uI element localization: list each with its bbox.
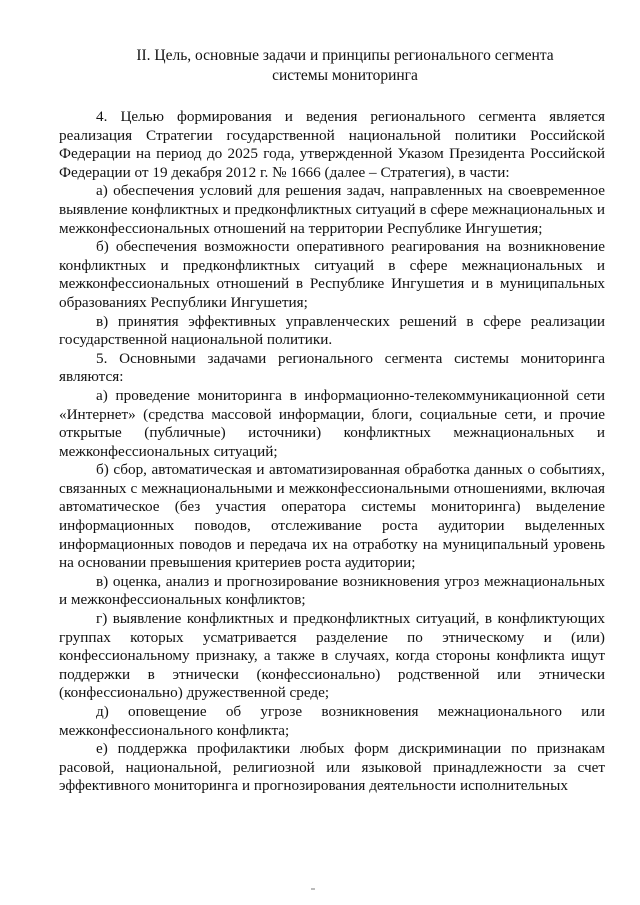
paragraph-5-a: а) проведение мониторинга в информационно-телекоммуникационной сети «Интернет» (средства массовой информации, блоги, социальные сети, и прочие открытые (публичные) источники) конфликтных межнациональных и межконфессиональных ситуаций;	[59, 386, 605, 460]
paragraph-4-b: б) обеспечения возможности оперативного реагирования на возникновение конфликтных и предконфликтных ситуаций в сфере межнациональных и межконфессиональных отношений в Республике Ингушетия и в муниципальных образованиях Республики Ингушетия;	[59, 238, 605, 311]
paragraph-4: 4. Целью формирования и ведения регионального сегмента является реализация Стратегии государственной национальной политики Российской Федерации на период до 2025 года, утвержденной Указом Президента Российской Федерации от 19 декабря 2012 г. № 1666 (далее – Стратегия), в части:	[59, 108, 605, 181]
paragraph-4-a: а) обеспечения условий для решения задач, направленных на своевременное выявление конфликтных и предконфликтных ситуаций в сфере межнациональных и межконфессиональных отношений на территории Республике Ингушетия;	[59, 182, 605, 237]
document-body	[59, 108, 605, 796]
paragraph-5-e: е) поддержка профилактики любых форм дискриминации по признакам расовой, национальной, религиозной или языковой принадлежности за счет эффективного мониторинга и прогнозирования деятельности исполнительных	[59, 740, 605, 795]
heading-line-1: II. Цель, основные задачи и принципы регионального сегмента	[136, 47, 554, 64]
paragraph-5: 5. Основными задачами регионального сегмента системы мониторинга являются:	[59, 349, 605, 386]
paragraph-5-d: д) оповещение об угрозе возникновения межнационального или межконфессионального конфликта;	[59, 703, 605, 739]
section-heading	[60, 46, 630, 86]
scan-mark	[311, 888, 315, 890]
heading-line-2: системы мониторинга	[272, 67, 418, 84]
paragraph-5-b: б) сбор, автоматическая и автоматизированная обработка данных о событиях, связанных с межнациональными и межконфессиональными отношениями, включая автоматическое (без участия оператора системы мониторинга) выделение информационных поводов, отслеживание роста аудитории выделенных информационных поводов и передача их на отработку на муниципальный уровень на основании превышения критериев роста аудитории;	[59, 461, 605, 572]
paragraph-5-v: в) оценка, анализ и прогнозирование возникновения угроз межнациональных и межконфессиональных конфликтов;	[59, 572, 605, 609]
paragraph-5-g: г) выявление конфликтных и предконфликтных ситуаций, в конфликтующих группах которых усматривается разделение по этническому и (или) конфессиональному признаку, а также в случаях, когда стороны конфликта ищут поддержки в этнически (конфессионально) родственной или этнически (конфессионально) дружественной среде;	[59, 610, 605, 702]
paragraph-4-v: в) принятия эффективных управленческих решений в сфере реализации государственной национальной политики.	[59, 312, 605, 349]
